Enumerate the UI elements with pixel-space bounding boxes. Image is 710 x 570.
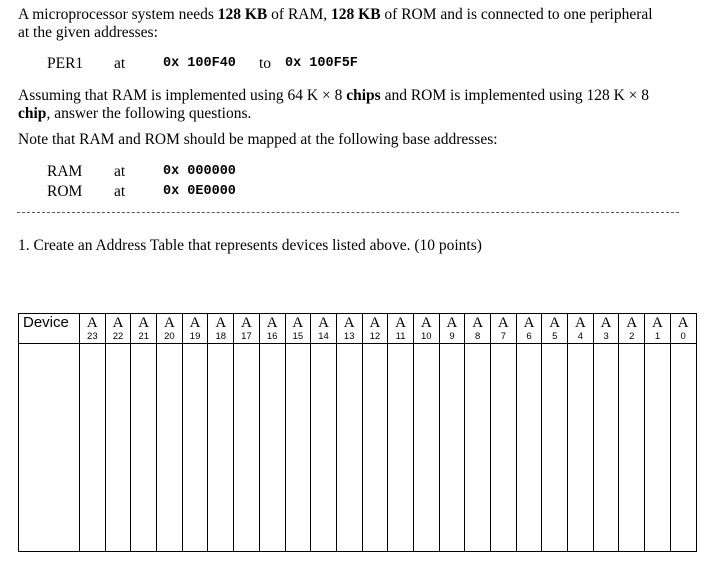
intro-text: of RAM, (267, 6, 332, 23)
address-bit-number: 20 (164, 331, 175, 342)
address-bit-cell[interactable] (670, 344, 696, 552)
address-bit-header (388, 314, 414, 344)
address-bit-number: 19 (189, 331, 201, 342)
ram-label: RAM (47, 163, 83, 180)
device-column-header: Device (19, 314, 80, 344)
address-bit-number: 1 (654, 331, 661, 342)
address-bit-cell[interactable] (131, 344, 157, 552)
address-bit-number: 21 (138, 331, 149, 342)
address-bit-header (311, 314, 337, 344)
address-letter: A (292, 315, 304, 331)
address-bit-cell[interactable] (645, 344, 671, 552)
address-bit-header (259, 314, 285, 344)
address-letter: A (241, 315, 252, 331)
assumption-line-1 (18, 87, 649, 105)
address-letter: A (395, 315, 407, 331)
address-letter: A (163, 315, 175, 331)
address-bit-number: 14 (318, 331, 329, 342)
ram-at: at (114, 163, 126, 180)
address-letter: A (215, 315, 227, 331)
address-letter: A (497, 315, 509, 331)
ram-base-address: 0x 000000 (163, 164, 236, 179)
peripheral-name: PER1 (47, 55, 84, 72)
peripheral-to: to (259, 55, 272, 72)
question-1: 1. Create an Address Table that represents devices listed above. (10 points) (18, 237, 482, 254)
address-bit-cell[interactable] (465, 344, 491, 552)
address-bit-cell[interactable] (285, 344, 311, 552)
address-bit-cell[interactable] (593, 344, 619, 552)
address-bit-header (516, 314, 542, 344)
rom-size: 128 KB (331, 6, 381, 23)
assumption-text: and ROM is implemented using 128 K × 8 (380, 87, 650, 104)
address-letter: A (343, 315, 355, 331)
address-letter: A (472, 315, 484, 331)
address-bit-header (593, 314, 619, 344)
address-letter: A (600, 315, 612, 331)
address-bit-cell[interactable] (234, 344, 260, 552)
address-bit-cell[interactable] (439, 344, 465, 552)
address-bit-cell[interactable] (80, 344, 106, 552)
address-bit-cell[interactable] (619, 344, 645, 552)
address-bit-header (131, 314, 157, 344)
address-bit-cell[interactable] (336, 344, 362, 552)
address-bit-cell[interactable] (182, 344, 208, 552)
address-bit-number: 0 (680, 331, 686, 342)
address-bit-number: 17 (241, 331, 252, 342)
rom-label: ROM (47, 183, 83, 200)
chips-word: chips (346, 87, 381, 104)
address-bit-header (208, 314, 234, 344)
address-letter: A (549, 315, 561, 331)
address-bit-number: 6 (526, 331, 532, 342)
address-letter: A (652, 315, 663, 331)
address-bit-header (336, 314, 362, 344)
intro-text: of ROM and is connected to one peripheral (380, 6, 653, 23)
address-bit-cell[interactable] (362, 344, 388, 552)
address-bit-cell[interactable] (105, 344, 131, 552)
address-bit-number: 18 (215, 331, 227, 342)
address-bit-header (157, 314, 183, 344)
address-letter: A (189, 315, 201, 331)
address-bit-header (568, 314, 594, 344)
address-bit-cell[interactable] (311, 344, 337, 552)
address-bit-header (619, 314, 645, 344)
address-letter: A (369, 315, 381, 331)
address-bit-cell[interactable] (208, 344, 234, 552)
address-bit-cell[interactable] (568, 344, 594, 552)
chip-word: chip (18, 105, 47, 122)
address-bit-header (439, 314, 465, 344)
address-bit-header (105, 314, 131, 344)
address-bit-number: 11 (395, 331, 406, 342)
address-letter: A (112, 315, 124, 331)
address-bit-header (80, 314, 106, 344)
address-letter: A (318, 315, 329, 331)
address-bit-number: 23 (87, 331, 98, 342)
assumption-text: Assuming that RAM is implemented using 64 K × 8 (18, 87, 347, 104)
rom-base-address: 0x 0E0000 (163, 184, 236, 199)
assumption-line-2 (18, 105, 251, 123)
rom-at: at (114, 183, 126, 200)
peripheral-at: at (114, 55, 126, 72)
address-bit-number: 12 (369, 331, 381, 342)
address-letter: A (626, 315, 638, 331)
address-bit-cell[interactable] (157, 344, 183, 552)
address-bit-header (542, 314, 568, 344)
table-header-row (19, 314, 697, 344)
address-letter: A (138, 315, 150, 331)
address-letter: A (86, 315, 98, 331)
intro-text: A microprocessor system needs (18, 6, 218, 23)
address-bit-header (491, 314, 517, 344)
dashed-divider (17, 212, 679, 213)
address-bit-header (670, 314, 696, 344)
address-bit-header (234, 314, 260, 344)
address-bit-header (645, 314, 671, 344)
address-bit-number: 16 (266, 331, 278, 342)
intro-line-1 (18, 6, 653, 24)
address-table (18, 313, 697, 552)
note-text: Note that RAM and ROM should be mapped at the following base addresses: (18, 131, 498, 148)
address-bit-header (413, 314, 439, 344)
ram-size: 128 KB (217, 6, 268, 23)
assumption-text: , answer the following questions. (46, 105, 252, 122)
address-bit-number: 9 (449, 331, 455, 342)
address-bit-number: 5 (552, 331, 558, 342)
device-cell[interactable] (19, 344, 80, 552)
address-bit-number: 4 (577, 331, 584, 342)
peripheral-end-address: 0x 100F5F (285, 56, 358, 71)
address-bit-cell[interactable] (413, 344, 439, 552)
address-bit-cell[interactable] (542, 344, 568, 552)
table-body-row (19, 344, 697, 552)
address-bit-number: 15 (292, 331, 304, 342)
address-letter: A (446, 315, 458, 331)
peripheral-start-address: 0x 100F40 (163, 56, 236, 71)
address-bit-number: 22 (112, 331, 124, 342)
address-letter: A (420, 315, 432, 331)
address-bit-number: 3 (603, 331, 609, 342)
address-bit-header (362, 314, 388, 344)
address-bit-header (465, 314, 491, 344)
intro-line-2: at the given addresses: (18, 24, 158, 41)
address-bit-header (182, 314, 208, 344)
address-bit-cell[interactable] (388, 344, 414, 552)
address-bit-number: 2 (629, 331, 635, 342)
address-letter: A (523, 315, 535, 331)
address-letter: A (266, 315, 278, 331)
address-bit-header (285, 314, 311, 344)
address-bit-cell[interactable] (516, 344, 542, 552)
address-bit-number: 8 (475, 331, 481, 342)
address-letter: A (574, 315, 586, 331)
address-letter: A (677, 315, 689, 331)
address-bit-number: 10 (420, 331, 432, 342)
address-bit-cell[interactable] (259, 344, 285, 552)
address-bit-number: 13 (343, 331, 355, 342)
address-bit-cell[interactable] (491, 344, 517, 552)
address-bit-number: 7 (500, 331, 506, 342)
